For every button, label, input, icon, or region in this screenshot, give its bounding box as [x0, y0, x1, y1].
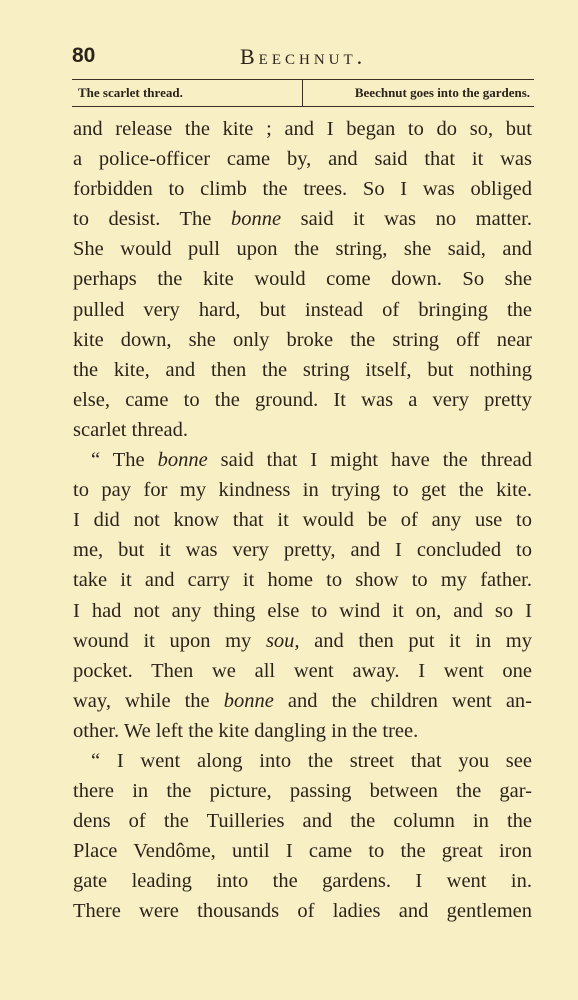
text-segment: said that I might have the thread: [207, 449, 532, 472]
sidenote-divider: [302, 80, 303, 106]
text-segment: me, but it was very pretty, and I concluded to: [73, 539, 532, 562]
text-segment: pocket. Then we all went away. I went one: [73, 659, 532, 682]
text-line: [73, 535, 532, 565]
text-segment: pulled very hard, but instead of bringing the: [73, 298, 532, 321]
text-segment: else, came to the ground. It was a very pretty: [73, 388, 532, 411]
text-segment: the kite, and then the string itself, but nothing: [73, 358, 532, 381]
body-text: [73, 114, 532, 927]
text-segment: to desist. The: [73, 208, 231, 231]
text-line: [73, 776, 532, 806]
text-segment: there in the picture, passing between the gar-: [73, 780, 532, 803]
text-segment: “ The: [91, 449, 158, 472]
text-line: [73, 896, 532, 926]
text-segment: other. We left the kite dangling in the tree.: [73, 719, 419, 742]
page-header: [72, 44, 532, 76]
text-segment: way, while the: [73, 689, 224, 712]
text-segment: There were thousands of ladies and gentlemen: [73, 900, 532, 923]
text-segment: wound it upon my: [73, 629, 266, 652]
text-segment: perhaps the kite would come down. So she: [73, 268, 532, 291]
text-line: [73, 385, 532, 415]
header-rule-bottom: [72, 106, 534, 107]
text-line: [73, 746, 532, 776]
text-segment: take it and carry it home to show to my father.: [73, 569, 532, 592]
italic-word: bonne: [157, 449, 208, 472]
text-line: [73, 716, 532, 746]
text-line: [73, 114, 532, 144]
text-line: [73, 836, 532, 866]
header-rule-top: [72, 79, 534, 80]
text-line: [73, 415, 532, 445]
text-segment: and then put it in my: [299, 629, 532, 652]
text-segment: scarlet thread.: [73, 418, 188, 441]
text-segment: and release the kite ; and I began to do so, but: [73, 118, 532, 140]
text-segment: gate leading into the gardens. I went in.: [73, 870, 532, 893]
text-line: [73, 866, 532, 896]
text-segment: forbidden to climb the trees. So I was obliged: [73, 178, 532, 201]
text-segment: “ I went along into the street that you see: [91, 749, 532, 772]
text-line: [73, 565, 532, 595]
text-line: [73, 596, 532, 626]
text-segment: a police-officer came by, and said that it was: [73, 148, 532, 171]
text-segment: and the children went an-: [273, 689, 532, 712]
italic-word: sou,: [265, 629, 300, 652]
text-line: [73, 174, 532, 204]
text-segment: She would pull upon the string, she said, and: [73, 238, 532, 261]
text-line: [73, 475, 532, 505]
text-segment: I did not know that it would be of any use to: [73, 509, 532, 532]
text-line: [73, 505, 532, 535]
text-segment: said it was no matter.: [281, 208, 532, 231]
text-line: [73, 686, 532, 716]
text-line: [73, 295, 532, 325]
text-line: [73, 204, 532, 234]
text-line: [73, 264, 532, 294]
sidenote-left: The scarlet thread.: [78, 85, 183, 100]
page-number: 80: [72, 44, 96, 67]
text-line: [73, 445, 532, 475]
text-line: [73, 656, 532, 686]
text-segment: kite down, she only broke the string off near: [73, 328, 532, 351]
text-line: [73, 234, 532, 264]
sidenote-right: Beechnut goes into the gardens.: [354, 85, 530, 100]
text-segment: to pay for my kindness in trying to get the kite.: [73, 479, 532, 502]
text-line: [73, 144, 532, 174]
running-title: Beechnut.: [240, 44, 367, 69]
italic-word: bonne: [230, 208, 282, 231]
text-line: [73, 806, 532, 836]
italic-word: bonne: [223, 689, 274, 712]
text-segment: Place Vendôme, until I came to the great iron: [73, 840, 532, 863]
text-line: [73, 325, 532, 355]
text-line: [73, 355, 532, 385]
text-segment: dens of the Tuilleries and the column in the: [73, 810, 532, 833]
text-segment: I had not any thing else to wind it on, and so I: [73, 599, 532, 622]
text-line: [73, 626, 532, 656]
